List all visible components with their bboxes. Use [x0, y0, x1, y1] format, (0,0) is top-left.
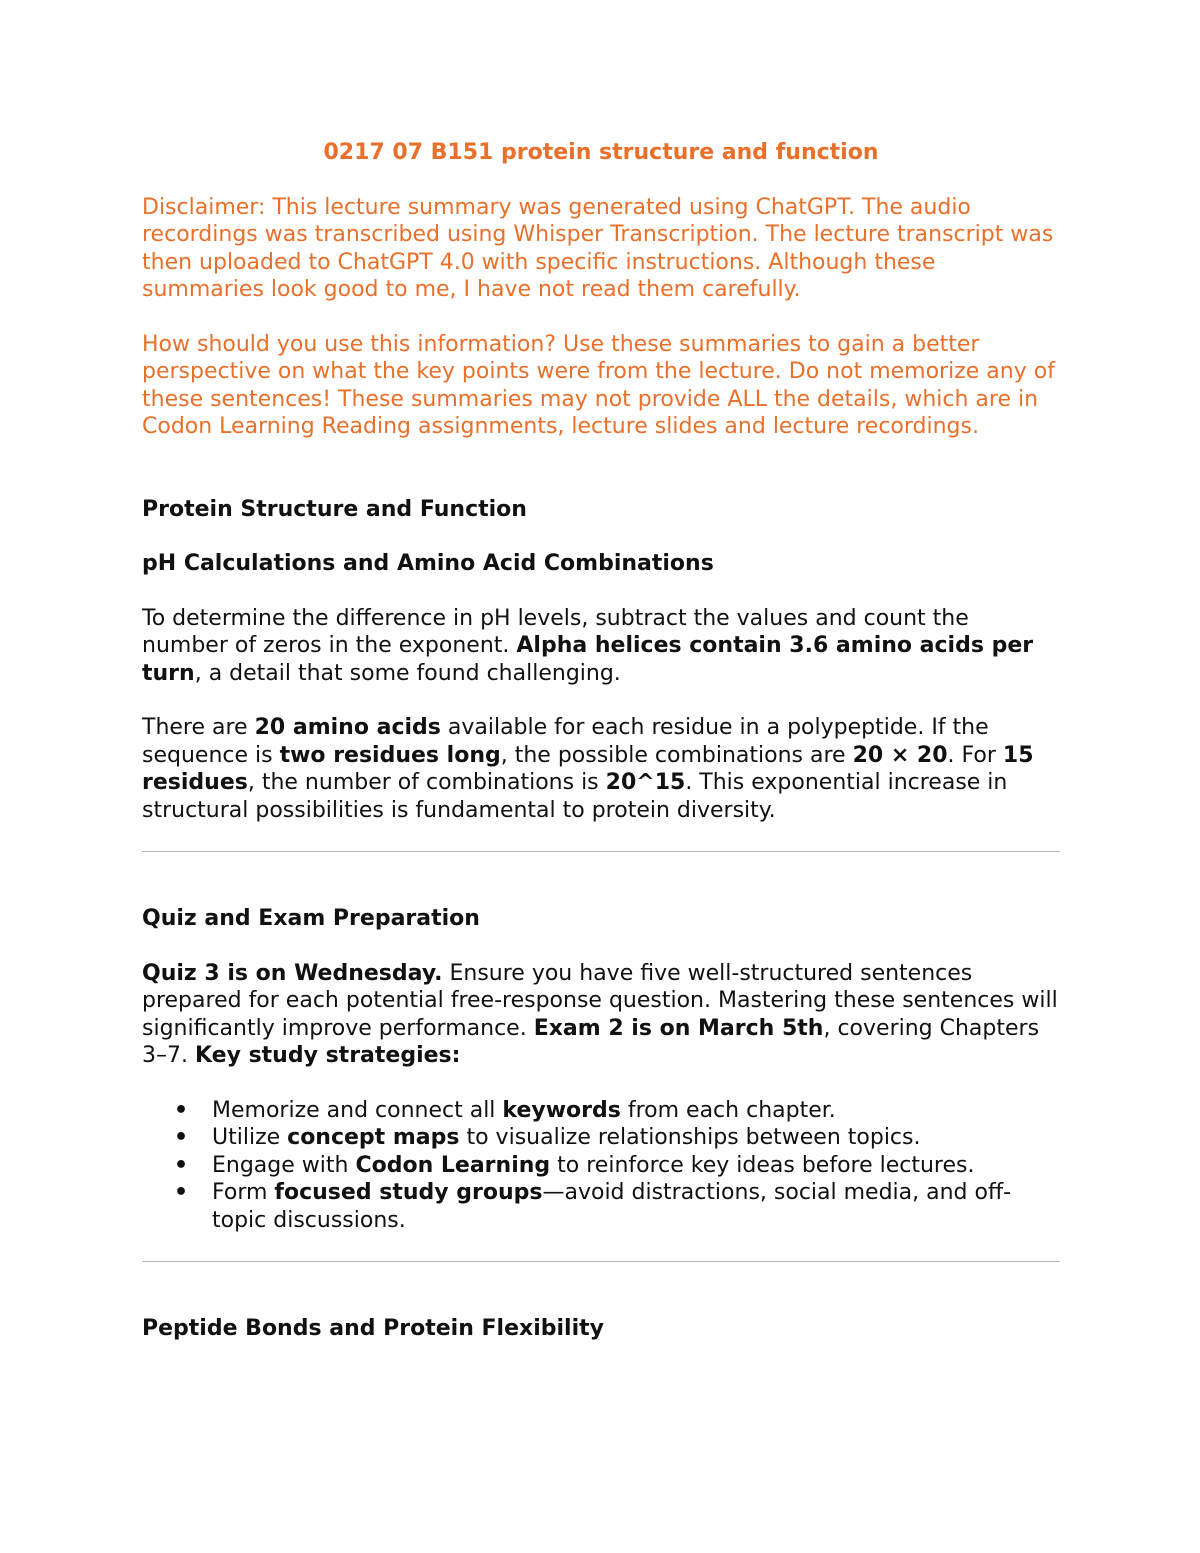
quiz-paragraph: [142, 960, 1060, 1070]
list-item-text: from each chapter.: [620, 1097, 836, 1123]
section-heading-protein-structure: Protein Structure and Function: [142, 496, 527, 522]
list-item: [212, 1124, 1060, 1152]
list-item-text: Memorize and connect all: [212, 1097, 503, 1123]
disclaimer-paragraph: Disclaimer: This lecture summary was generated using ChatGPT. The audio recordings was transcribed using Whisper Transcription. The lecture transcript was then uploaded to ChatGPT 4.0 with specific instructions. Although these summaries look good to me, I have not read them carefully.: [142, 194, 1054, 302]
list-item: [212, 1097, 1060, 1125]
quiz-bold-strategies: Key study strategies:: [194, 1043, 461, 1068]
list-item-bold: concept maps: [287, 1125, 460, 1150]
usage-note-paragraph: How should you use this information? Use these summaries to gain a better perspective on what the key points were from the lecture. Do not memorize any of these sentences! These summaries may not provide ALL the details, which are in Codon Learning Reading assignments, lecture slides and lecture recordings.: [142, 331, 1055, 439]
quiz-text-a: Ensure you have five well-structured sentences prepared for each potential free-response question. Mastering these sentences will significantly improve performance.: [142, 960, 1058, 1041]
study-strategies-list: [142, 1097, 1060, 1235]
ph-bold-alpha-helices: Alpha helices contain 3.6 amino acids per turn: [142, 633, 1034, 686]
list-item: [212, 1179, 1060, 1234]
aa-text-d: , the possible combinations are: [500, 742, 853, 768]
ph-text-c: , a detail that some found challenging.: [194, 660, 621, 686]
horizontal-rule-1: [142, 851, 1060, 852]
ph-paragraph: [142, 605, 1060, 688]
aa-text-c: available for each residue in a polypeptide. If the sequence is: [142, 715, 989, 768]
list-item-text: —avoid distractions, social media, and off-topic discussions.: [212, 1180, 1012, 1233]
quiz-bold-quiz3: Quiz 3 is on Wednesday.: [142, 960, 443, 986]
document-title: 0217 07 B151 protein structure and function: [323, 140, 879, 165]
list-item-text: Form: [212, 1180, 275, 1205]
aa-text-f: , the number of combinations is: [247, 770, 606, 795]
list-item-bold: Codon Learning: [355, 1152, 551, 1178]
horizontal-rule-2: [142, 1261, 1060, 1262]
aa-text-e: . For: [947, 742, 1003, 768]
aa-bold-20-pow-15: 20^15: [605, 770, 686, 795]
list-item-text: Utilize: [212, 1125, 288, 1150]
quiz-bold-exam2: Exam 2 is on March 5th: [533, 1015, 824, 1041]
subheading-ph-calculations: pH Calculations and Amino Acid Combinations: [142, 551, 714, 576]
ph-text-a: To determine the difference in pH levels, subtract the values and count the number of zeros in the exponent.: [142, 605, 969, 658]
aa-bold-20-amino-acids: 20 amino acids: [254, 715, 441, 740]
section-heading-quiz-exam: Quiz and Exam Preparation: [142, 906, 480, 931]
list-item-text: Engage with: [212, 1152, 356, 1178]
aa-text-g: . This exponential increase in structural possibilities is fundamental to protein diversity.: [142, 770, 1008, 823]
list-item: [212, 1152, 1060, 1180]
aa-bold-20x20: 20 × 20: [852, 742, 948, 768]
section-heading-peptide-bonds: Peptide Bonds and Protein Flexibility: [142, 1316, 604, 1341]
aa-bold-15-residues: 15 residues: [142, 742, 1034, 795]
list-item-text: to reinforce key ideas before lectures.: [550, 1152, 975, 1178]
aa-text-a: There are: [142, 715, 255, 740]
list-item-bold: keywords: [502, 1097, 621, 1123]
document-page: [142, 139, 1060, 1370]
list-item-text: to visualize relationships between topics.: [459, 1125, 921, 1150]
aa-bold-two-residues: two residues long: [279, 742, 501, 768]
list-item-bold: focused study groups: [274, 1180, 543, 1205]
amino-acid-paragraph: [142, 714, 1060, 824]
quiz-text-c: , covering Chapters 3–7.: [142, 1015, 1040, 1068]
